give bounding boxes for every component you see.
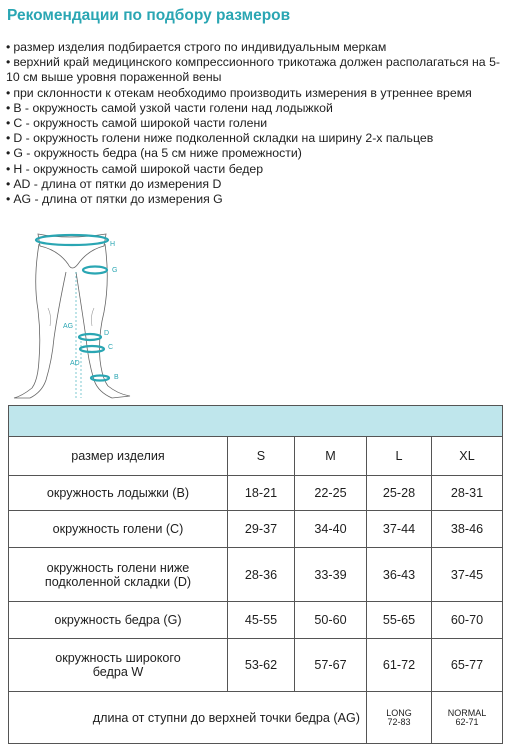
header-size-l: L — [367, 437, 432, 476]
cell-value: 36-43 — [367, 548, 432, 602]
row-label: окружность голени (C) — [9, 511, 228, 548]
note-item: • верхний край медицинского компрессионного трикотажа должен располагаться на 5-10 см выше уровня пораженной вены — [6, 55, 500, 85]
table-row — [9, 511, 503, 548]
note-item: • G - окружность бедра (на 5 см ниже промежности) — [6, 146, 302, 161]
header-size-s: S — [228, 437, 295, 476]
recommendations-list — [6, 40, 511, 207]
measurement-legs-illustration — [8, 220, 133, 402]
note-item: • размер изделия подбирается строго по индивидуальным меркам — [6, 40, 387, 54]
page-title: Рекомендации по подбору размеров — [7, 7, 291, 24]
note-item: • H - окружность самой широкой части бедер — [6, 161, 264, 176]
legs-diagram — [8, 220, 133, 402]
header-size-xl: XL — [432, 437, 503, 476]
cell-value: 61-72 — [367, 639, 432, 692]
cell-value: 55-65 — [367, 602, 432, 639]
note-item: • AD - длина от пятки до измерения D — [6, 176, 222, 191]
g-measurement-ring — [83, 267, 107, 274]
size-chart-table — [8, 405, 503, 744]
row-label: окружность бедра (G) — [9, 602, 228, 639]
table-header-band — [9, 406, 503, 437]
cell-value: 28-36 — [228, 548, 295, 602]
table-row-length — [9, 692, 503, 744]
cell-value: 37-44 — [367, 511, 432, 548]
label-d: D — [104, 330, 110, 337]
note-item: • D - окружность голени ниже подколенной складки на ширину 2-х пальцев — [6, 131, 434, 146]
cell-value: 37-45 — [432, 548, 503, 602]
c-measurement-ring — [80, 346, 104, 352]
note-item: • C - окружность самой широкой части голени — [6, 116, 268, 131]
normal-length-cell: NORMAL 62-71 — [432, 692, 503, 744]
row-label: окружность широкого бедра W — [9, 639, 228, 692]
table-row — [9, 602, 503, 639]
cell-value: 60-70 — [432, 602, 503, 639]
row-label: окружность голени ниже подколенной складки (D) — [9, 548, 228, 602]
note-item: • AG - длина от пятки до измерения G — [6, 192, 223, 207]
label-b: B — [114, 374, 119, 381]
note-item: • при склонности к отекам необходимо производить измерения в утреннее время — [6, 85, 472, 100]
long-length-cell: LONG 72-83 — [367, 692, 432, 744]
header-size-label: размер изделия — [9, 437, 228, 476]
cell-value: 33-39 — [295, 548, 367, 602]
cell-value: 57-67 — [295, 639, 367, 692]
label-ad: AD — [70, 360, 80, 367]
cell-value: 50-60 — [295, 602, 367, 639]
label-ag: AG — [63, 323, 74, 330]
label-h: H — [110, 241, 116, 248]
table-row — [9, 476, 503, 511]
cell-value: 65-77 — [432, 639, 503, 692]
cell-value: 34-40 — [295, 511, 367, 548]
cell-value: 18-21 — [228, 476, 295, 511]
cell-value: 22-25 — [295, 476, 367, 511]
table-header-row — [9, 437, 503, 476]
note-item: • B - окружность самой узкой части голени над лодыжкой — [6, 100, 333, 115]
row-label: окружность лодыжки (B) — [9, 476, 228, 511]
left-leg-outline — [14, 244, 66, 398]
briefs-outline — [38, 234, 106, 268]
row-label: длина от ступни до верхней точки бедра (AG) — [9, 692, 367, 744]
h-measurement-ring — [36, 235, 108, 245]
cell-value: 28-31 — [432, 476, 503, 511]
table-row — [9, 639, 503, 692]
cell-value: 29-37 — [228, 511, 295, 548]
label-g: G — [112, 267, 118, 274]
d-measurement-ring — [79, 334, 101, 340]
label-c: C — [108, 344, 114, 351]
header-size-m: M — [295, 437, 367, 476]
table-row — [9, 548, 503, 602]
cell-value: 25-28 — [367, 476, 432, 511]
cell-value: 38-46 — [432, 511, 503, 548]
cell-value: 45-55 — [228, 602, 295, 639]
cell-value: 53-62 — [228, 639, 295, 692]
